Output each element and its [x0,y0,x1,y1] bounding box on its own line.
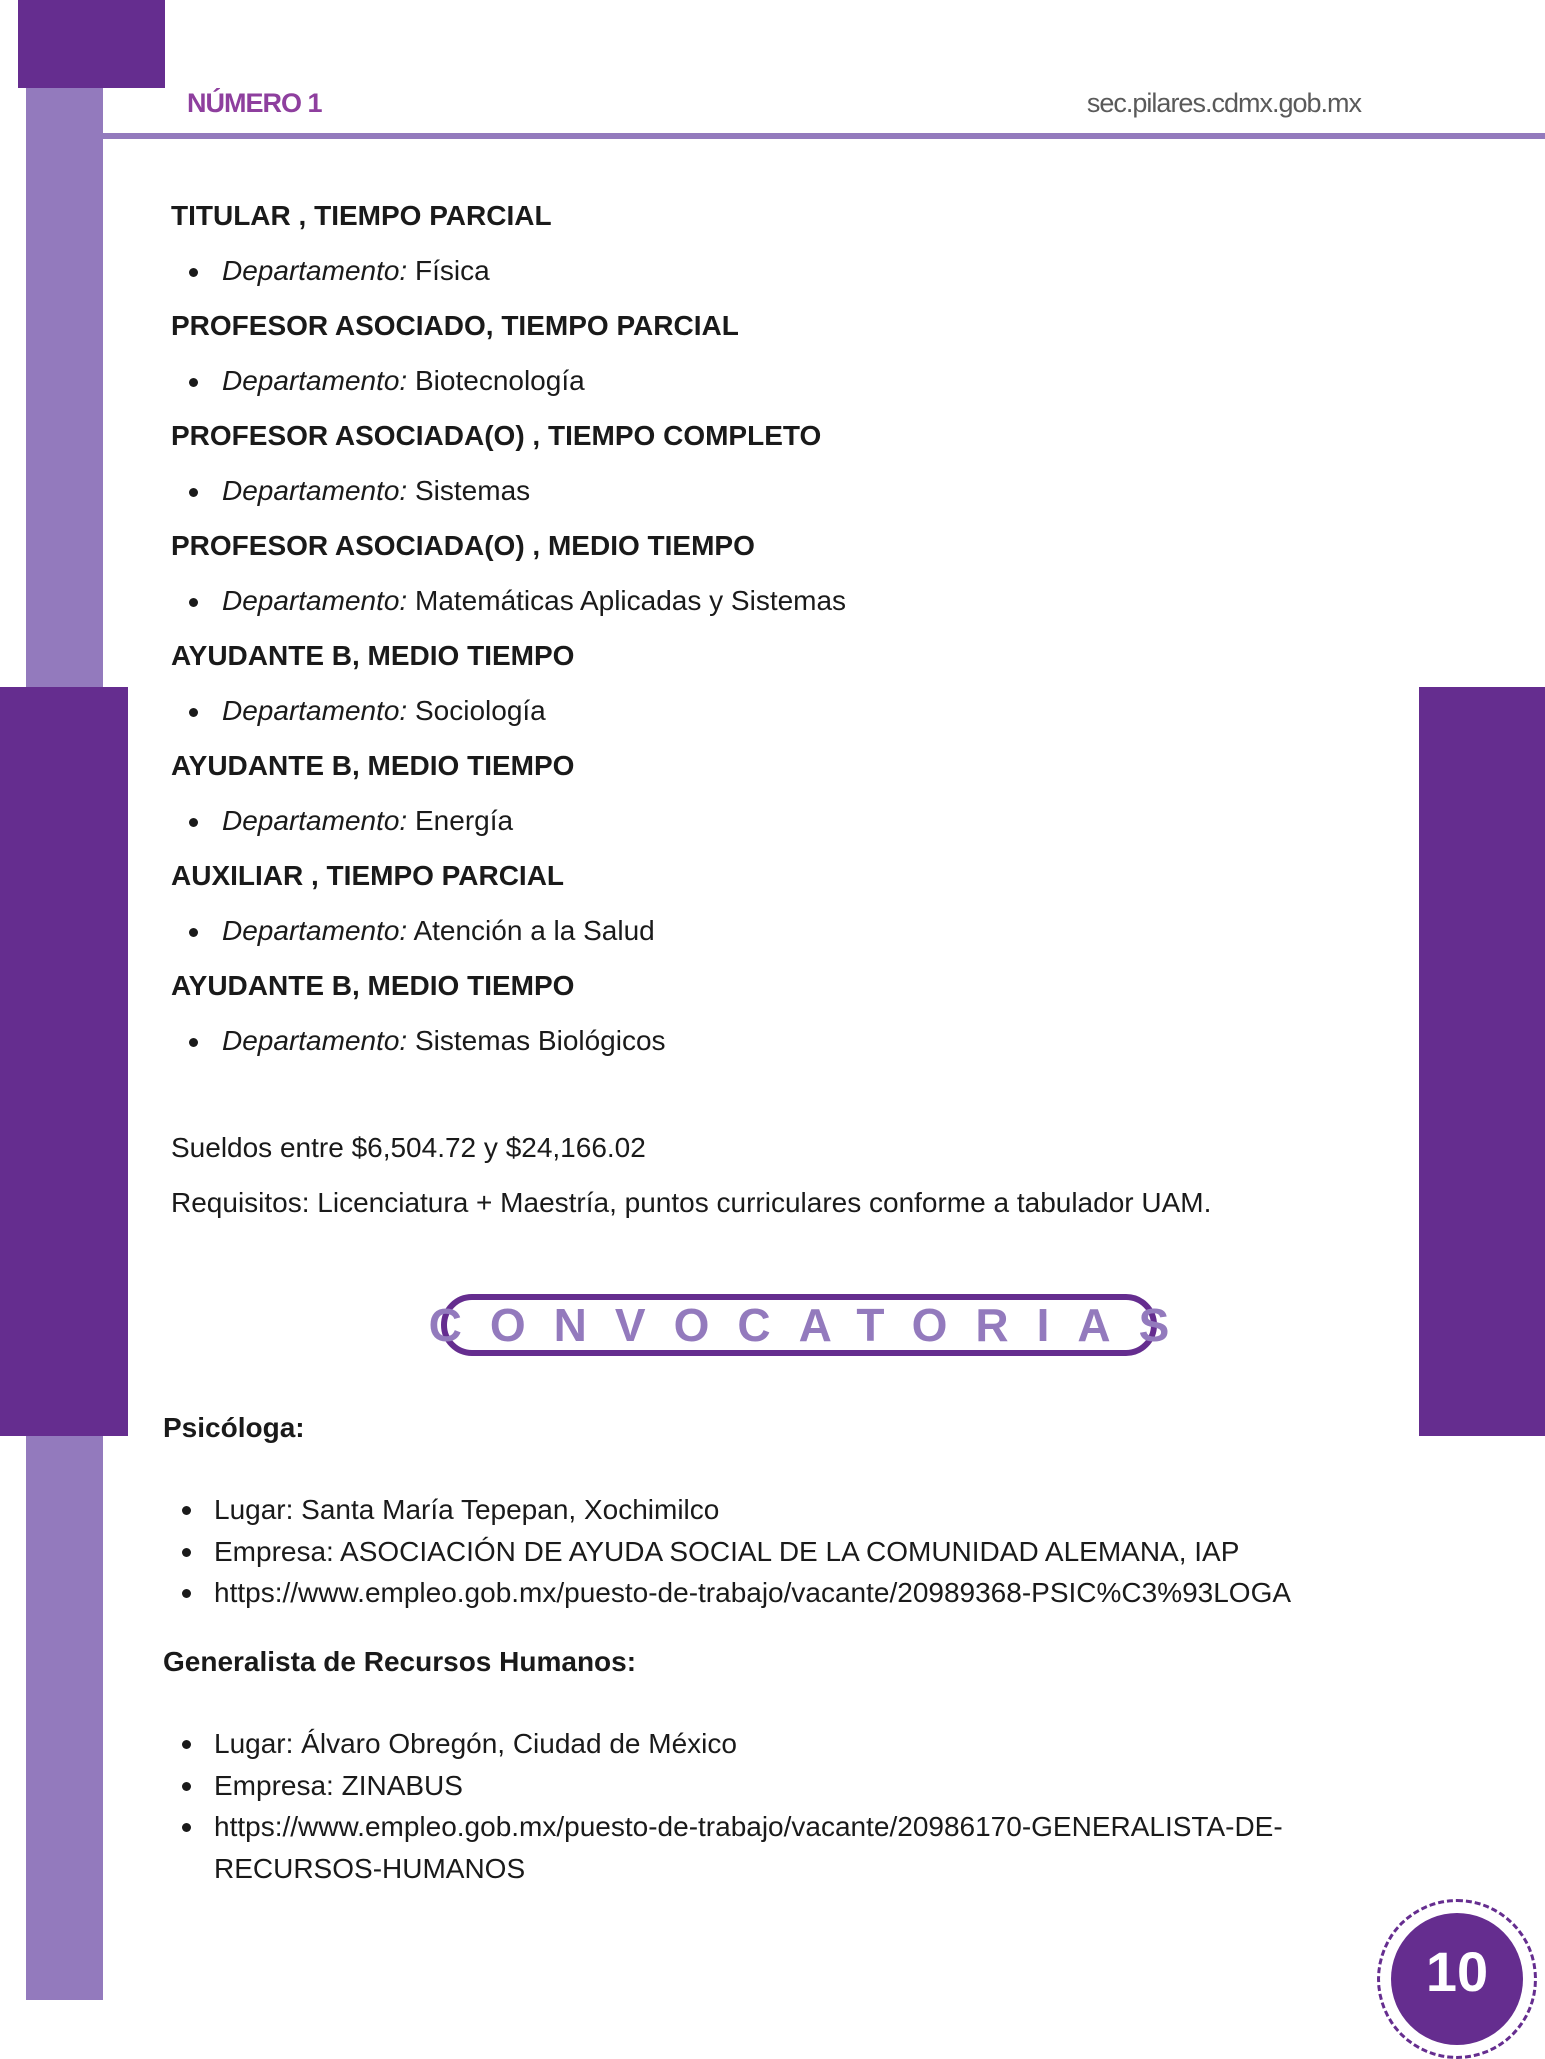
job-title: Generalista de Recursos Humanos: [163,1646,637,1677]
department-label: Departamento: [222,585,408,616]
right-side-block [1419,687,1545,1436]
department-value: Sistemas Biológicos [415,1025,666,1056]
position-department [171,361,1371,416]
department-label: Departamento: [222,365,408,396]
department-value: Sociología [415,695,546,726]
position-title: PROFESOR ASOCIADA(O) , TIEMPO COMPLETO [171,420,822,451]
department-label: Departamento: [222,255,408,286]
department-value: Biotecnología [415,365,585,396]
salary-range: Sueldos entre $6,504.72 y $24,166.02 [171,1132,646,1163]
position-title: AUXILIAR , TIEMPO PARCIAL [171,860,565,891]
section-banner [428,1294,1198,1356]
position-title: PROFESOR ASOCIADA(O) , MEDIO TIEMPO [171,530,755,561]
department-value: Matemáticas Aplicadas y Sistemas [415,585,847,616]
job-location: Lugar: Álvaro Obregón, Ciudad de México [163,1723,1413,1765]
position-title: TITULAR , TIEMPO PARCIAL [171,200,552,231]
position-title: PROFESOR ASOCIADO, TIEMPO PARCIAL [171,310,739,341]
section-title: CONVOCATORIAS [428,1299,1198,1351]
job-location: Lugar: Santa María Tepepan, Xochimilco [163,1489,1413,1531]
page-number-badge [1377,1899,1537,2059]
job-link[interactable]: https://www.empleo.gob.mx/puesto-de-trabajo/vacante/20989368-PSIC%C3%93LOGA [163,1572,1413,1614]
department-value: Atención a la Salud [413,915,655,946]
requirements: Requisitos: Licenciatura + Maestría, puntos curriculares conforme a tabulador UAM. [171,1187,1212,1218]
site-url: sec.pilares.cdmx.gob.mx [1086,88,1361,118]
position-department [171,691,1371,746]
header-divider [103,133,1545,139]
department-label: Departamento: [222,915,408,946]
department-label: Departamento: [222,1025,408,1056]
position-department [171,581,1371,636]
job-company: Empresa: ZINABUS [163,1765,1413,1807]
department-value: Energía [415,805,514,836]
top-corner-block [18,0,165,88]
position-title: AYUDANTE B, MEDIO TIEMPO [171,970,575,1001]
job-title: Psicóloga: [163,1412,305,1443]
department-value: Sistemas [415,475,531,506]
salary-block [171,1128,1211,1238]
positions-list [171,196,1371,1076]
position-title: AYUDANTE B, MEDIO TIEMPO [171,750,575,781]
position-department [171,1021,1371,1076]
department-label: Departamento: [222,805,408,836]
position-department [171,471,1371,526]
position-department [171,251,1371,306]
issue-number: NÚMERO 1 [187,88,322,118]
job-link[interactable]: https://www.empleo.gob.mx/puesto-de-trabajo/vacante/20986170-GENERALISTA-DE-RECURSOS-HUMANOS [163,1806,1413,1889]
page-number: 10 [1391,1913,1523,2045]
job-company: Empresa: ASOCIACIÓN DE AYUDA SOCIAL DE LA COMUNIDAD ALEMANA, IAP [163,1531,1413,1573]
job-details-list [163,1723,1413,1889]
department-value: Física [415,255,490,286]
position-department [171,801,1371,856]
department-label: Departamento: [222,475,408,506]
department-label: Departamento: [222,695,408,726]
job-details-list [163,1489,1413,1614]
left-side-block [0,687,128,1436]
position-department [171,911,1371,966]
position-title: AYUDANTE B, MEDIO TIEMPO [171,640,575,671]
